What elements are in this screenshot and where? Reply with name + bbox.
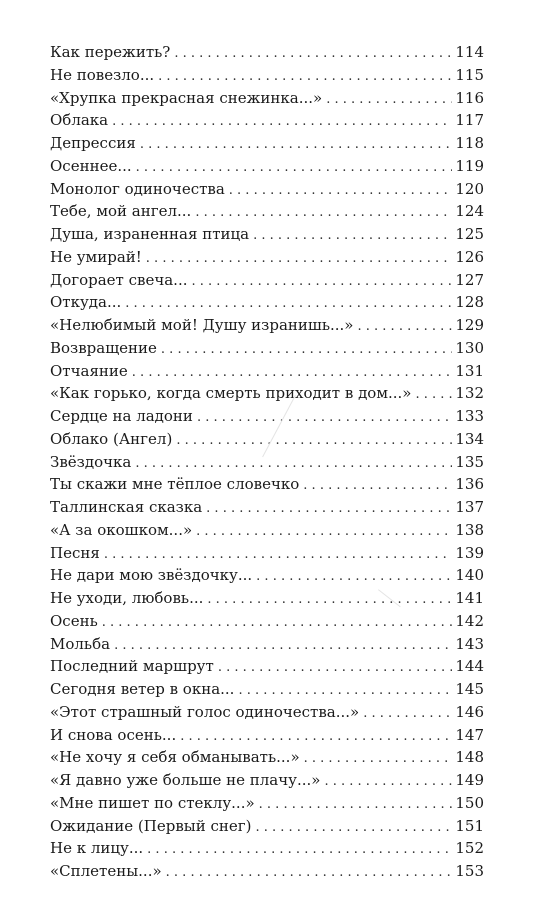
toc-entry-page-number: 118 — [455, 134, 484, 152]
dot-leader — [358, 316, 453, 339]
toc-entry-title: Не к лицу... — [50, 839, 144, 858]
toc-entry — [50, 155, 484, 178]
dot-leader — [303, 475, 452, 498]
toc-entry — [50, 200, 484, 223]
toc-entry-page-number: 150 — [455, 793, 484, 812]
toc-entry-page-number: 142 — [455, 611, 484, 630]
toc-entry-page-number: 145 — [455, 680, 484, 698]
dot-leader — [238, 680, 452, 703]
dot-leader — [195, 202, 452, 225]
dot-leader — [304, 748, 452, 771]
toc-entry-title: «Сплетены...» — [50, 862, 162, 880]
toc-entry-page-number: 120 — [455, 179, 484, 198]
dot-leader — [259, 794, 452, 817]
toc-entry-title: Душа, израненная птица — [50, 225, 250, 243]
toc-entry — [50, 382, 484, 405]
toc-entry-title: Последний маршрут — [50, 657, 214, 676]
toc-entry-page-number: 148 — [455, 748, 484, 767]
toc-entry-title: «Мне пишет по стеклу...» — [50, 793, 255, 812]
toc-entry — [50, 87, 484, 110]
toc-entry-title: «Нелюбимый мой! Душу изранишь...» — [50, 316, 354, 334]
dot-leader — [255, 817, 452, 840]
toc-entry-page-number: 134 — [455, 429, 484, 448]
toc-entry-title: Монолог одиночества — [50, 179, 225, 198]
toc-entry — [50, 360, 484, 383]
dot-leader — [256, 566, 452, 589]
dot-leader — [112, 111, 452, 134]
toc-entry-page-number: 152 — [455, 839, 484, 858]
toc-entry-title: «Этот страшный голос одиночества...» — [50, 702, 360, 721]
toc-entry-title: Отчаяние — [50, 361, 128, 380]
toc-entry — [50, 564, 484, 587]
toc-entry — [50, 746, 484, 769]
dot-leader — [102, 612, 452, 635]
toc-entry-page-number: 141 — [455, 589, 484, 607]
toc-entry — [50, 815, 484, 838]
toc-entry-page-number: 133 — [455, 407, 484, 425]
toc-entry-page-number: 151 — [455, 816, 484, 835]
toc-entry-page-number: 147 — [455, 725, 484, 744]
toc-entry — [50, 132, 484, 155]
toc-entry-title: Мольба — [50, 634, 111, 653]
dot-leader — [363, 703, 452, 726]
toc-entry — [50, 837, 484, 860]
toc-entry-title: «Как горько, когда смерть приходит в дом...» — [50, 384, 412, 403]
toc-entry-title: Песня — [50, 543, 100, 562]
toc-entry-page-number: 153 — [455, 862, 484, 880]
toc-entry-page-number: 138 — [455, 520, 484, 539]
toc-entry-page-number: 149 — [455, 771, 484, 789]
dot-leader — [158, 66, 452, 89]
toc-entry-title: Не дари мою звёздочку... — [50, 566, 253, 585]
dot-leader — [197, 407, 452, 430]
toc-entry-title: Депрессия — [50, 134, 136, 152]
toc-entry-title: Сегодня ветер в окна... — [50, 680, 235, 698]
toc-entry-page-number: 146 — [455, 702, 484, 721]
toc-entry-page-number: 132 — [455, 384, 484, 403]
toc-entry — [50, 542, 484, 565]
toc-entry-title: Возвращение — [50, 338, 157, 357]
toc-entry — [50, 178, 484, 201]
toc-entry-page-number: 128 — [455, 293, 484, 312]
toc-entry — [50, 473, 484, 496]
toc-entry-title: Осеннее... — [50, 156, 132, 175]
toc-entry-title: Не умирай! — [50, 247, 142, 266]
dot-leader — [176, 430, 452, 453]
toc-entry-page-number: 125 — [455, 225, 484, 243]
toc-entry-page-number: 130 — [455, 338, 484, 357]
toc-entry — [50, 291, 484, 314]
dot-leader — [161, 339, 452, 362]
dot-leader — [192, 271, 453, 294]
dot-leader — [326, 89, 452, 112]
dot-leader — [196, 521, 452, 544]
toc-entry — [50, 246, 484, 269]
toc-entry-title: «Хрупка прекрасная снежинка...» — [50, 88, 323, 107]
dot-leader — [114, 635, 452, 658]
dot-leader — [206, 498, 452, 521]
toc-entry-title: Как пережить? — [50, 43, 171, 61]
toc-entry — [50, 451, 484, 474]
toc-entry — [50, 678, 484, 701]
toc-entry-page-number: 119 — [455, 156, 484, 175]
dot-leader — [104, 544, 452, 567]
toc-entry-page-number: 140 — [455, 566, 484, 585]
toc-entry — [50, 519, 484, 542]
toc-entry — [50, 724, 484, 747]
toc-entry-title: Сердце на ладони — [50, 407, 193, 425]
dot-leader — [132, 362, 452, 385]
toc-entry-page-number: 114 — [455, 43, 484, 61]
toc-entry-page-number: 131 — [455, 361, 484, 380]
toc-entry — [50, 41, 484, 64]
dot-leader — [229, 180, 452, 203]
dot-leader — [415, 384, 452, 407]
toc-entry-page-number: 126 — [455, 247, 484, 266]
toc-entry-title: Ты скажи мне тёплое словечко — [50, 475, 300, 494]
toc-entry-title: Ожидание (Первый снег) — [50, 816, 252, 835]
toc-entry-title: Облако (Ангел) — [50, 429, 173, 448]
dot-leader — [218, 657, 452, 680]
toc-entry-title: Догорает свеча... — [50, 270, 188, 289]
toc-entry-title: Не повезло... — [50, 65, 155, 84]
toc-entry — [50, 769, 484, 792]
toc-entry — [50, 337, 484, 360]
toc-entry — [50, 109, 484, 132]
toc-entry-page-number: 124 — [455, 202, 484, 221]
toc-entry-title: Облака — [50, 111, 109, 130]
dot-leader — [174, 43, 452, 66]
toc-entry-title: «Я давно уже больше не плачу...» — [50, 771, 321, 789]
toc-entry-page-number: 143 — [455, 634, 484, 653]
toc-entry-title: Таллинская сказка — [50, 498, 203, 516]
toc-entry — [50, 860, 484, 883]
toc-entry — [50, 64, 484, 87]
toc-entry-page-number: 129 — [455, 316, 484, 334]
toc-entry — [50, 223, 484, 246]
dot-leader — [324, 771, 452, 794]
dot-leader — [146, 248, 452, 271]
toc-entry-title: «А за окошком...» — [50, 520, 193, 539]
toc-entry — [50, 496, 484, 519]
dot-leader — [180, 726, 452, 749]
toc-entry — [50, 633, 484, 656]
toc-entry-page-number: 136 — [455, 475, 484, 494]
toc-entry-page-number: 139 — [455, 543, 484, 562]
toc-entry-title: Осень — [50, 611, 98, 630]
toc-entry-page-number: 144 — [455, 657, 484, 676]
dot-leader — [207, 589, 452, 612]
dot-leader — [253, 225, 452, 248]
toc-entry — [50, 655, 484, 678]
toc-entry — [50, 587, 484, 610]
toc-entry-page-number: 127 — [455, 270, 484, 289]
toc-entry-page-number: 115 — [455, 65, 484, 84]
dot-leader — [140, 134, 452, 157]
toc-entry-title: Звёздочка — [50, 452, 132, 471]
dot-leader — [147, 839, 452, 862]
toc-entry — [50, 269, 484, 292]
dot-leader — [125, 293, 452, 316]
toc-entry — [50, 405, 484, 428]
dot-leader — [135, 453, 452, 476]
dot-leader — [136, 157, 452, 180]
table-of-contents — [50, 41, 484, 883]
toc-entry — [50, 610, 484, 633]
toc-entry — [50, 701, 484, 724]
toc-entry-title: «Не хочу я себя обманывать...» — [50, 748, 300, 767]
toc-entry-page-number: 137 — [455, 498, 484, 516]
toc-entry-page-number: 135 — [455, 452, 484, 471]
toc-entry-title: Тебе, мой ангел... — [50, 202, 192, 221]
toc-entry-title: Не уходи, любовь... — [50, 589, 204, 607]
toc-entry — [50, 792, 484, 815]
toc-entry-title: И снова осень... — [50, 725, 177, 744]
toc-entry-page-number: 116 — [455, 88, 484, 107]
dot-leader — [166, 862, 452, 885]
toc-entry — [50, 314, 484, 337]
toc-entry-title: Откуда... — [50, 293, 122, 312]
toc-entry-page-number: 117 — [455, 111, 484, 130]
